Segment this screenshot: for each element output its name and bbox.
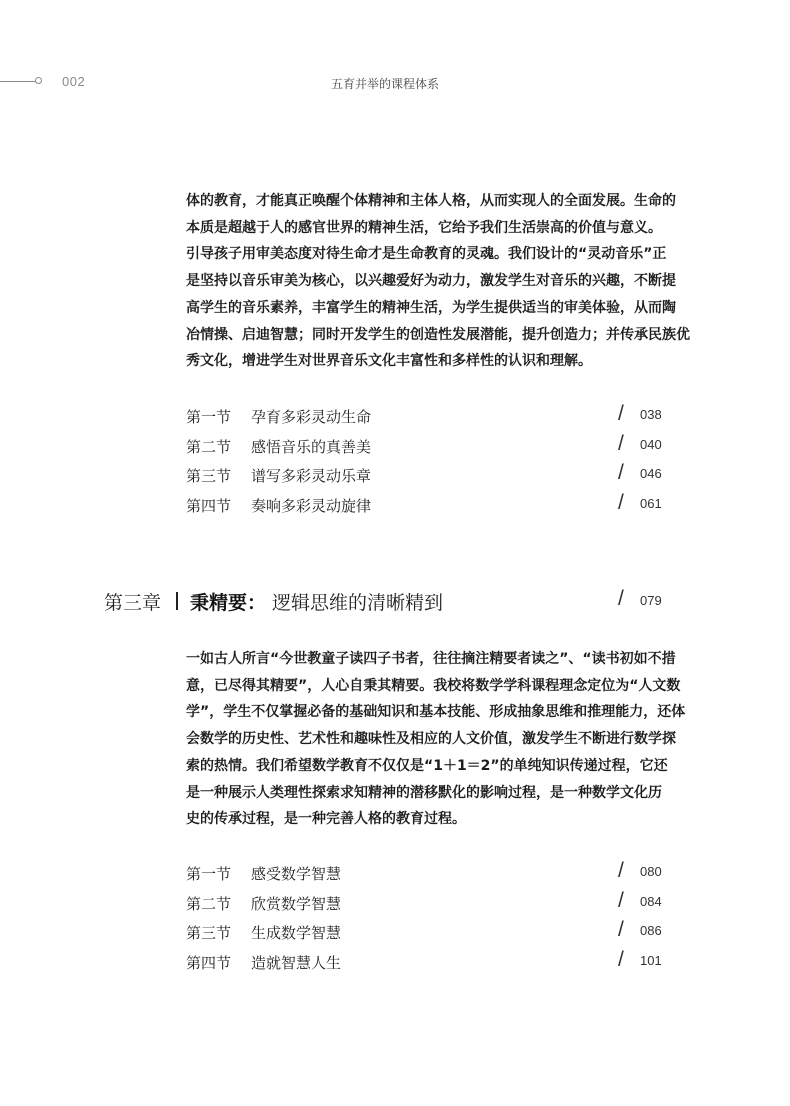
toc-section-number: 第四节 bbox=[186, 954, 232, 973]
toc-section-title: 谱写多彩灵动乐章 bbox=[251, 467, 372, 486]
paragraph-line: 史的传承过程，是一种完善人格的教育过程。 bbox=[186, 811, 466, 828]
toc-section-title: 感悟音乐的真善美 bbox=[251, 437, 372, 456]
chapter-subtitle: 逻辑思维的清晰精到 bbox=[272, 592, 444, 614]
toc-section-title: 欣赏数学智慧 bbox=[251, 894, 342, 913]
paragraph-line: 索的热情。我们希望数学教育不仅仅是“1＋1＝2”的单纯知识传递过程，它还 bbox=[186, 757, 668, 774]
toc-entry[interactable] bbox=[186, 463, 666, 493]
toc-entry[interactable] bbox=[186, 950, 666, 980]
chapter-divider bbox=[176, 592, 178, 610]
toc-section-number: 第三节 bbox=[186, 924, 232, 943]
toc-slash: / bbox=[618, 461, 624, 485]
toc-entry[interactable] bbox=[186, 888, 666, 921]
toc-music-sections bbox=[186, 404, 666, 523]
paragraph-line: 秀文化，增进学生对世界音乐文化丰富性和多样性的认识和理解。 bbox=[186, 353, 592, 370]
chapter-page-number: 079 bbox=[640, 593, 662, 608]
paragraph-line: 冶情操、启迪智慧；同时开发学生的创造性发展潜能，提升创造力；并传承民族优 bbox=[186, 326, 690, 343]
paragraph-line: 高学生的音乐素养，丰富学生的精神生活，为学生提供适当的审美体验，从而陶 bbox=[186, 299, 676, 316]
paragraph-line: 一如古人所言“今世教童子读四子书者，往往摘注精要者读之”、“读书初如不措 bbox=[186, 651, 676, 667]
paragraph-line: 会数学的历史性、艺术性和趣味性及相应的人文价值，激发学生不断进行数学探 bbox=[186, 731, 676, 748]
toc-page-number: 086 bbox=[640, 923, 662, 939]
toc-page-number: 101 bbox=[640, 953, 662, 969]
toc-section-number: 第二节 bbox=[186, 894, 232, 913]
paragraph-line: 学”，学生不仅掌握必备的基础知识和基本技能、形成抽象思维和推理能力，还体 bbox=[186, 704, 686, 721]
toc-slash: / bbox=[618, 948, 624, 972]
chapter-heading[interactable] bbox=[104, 588, 674, 614]
toc-entry[interactable] bbox=[186, 861, 666, 891]
toc-page-number: 084 bbox=[640, 893, 662, 909]
toc-page-number: 061 bbox=[640, 496, 662, 512]
paragraph-line: 意，已尽得其精要”，人心自秉其精要。我校将数学学科课程理念定位为“人文数 bbox=[186, 677, 681, 694]
chapter-number: 第三章 bbox=[104, 592, 162, 614]
music-intro-paragraph bbox=[186, 188, 690, 375]
toc-page-number: 080 bbox=[640, 864, 662, 879]
toc-section-title: 感受数学智慧 bbox=[251, 865, 342, 883]
toc-section-title: 生成数学智慧 bbox=[251, 924, 342, 943]
toc-slash: / bbox=[618, 918, 624, 942]
toc-math-sections bbox=[186, 861, 666, 980]
toc-section-number: 第四节 bbox=[186, 497, 232, 516]
toc-slash: / bbox=[618, 431, 624, 455]
toc-entry[interactable] bbox=[186, 493, 666, 523]
paragraph-line: 是一种展示人类理性探索求知精神的潜移默化的影响过程，是一种数学文化历 bbox=[186, 784, 662, 801]
toc-section-title: 造就智慧人生 bbox=[251, 954, 342, 973]
chapter-slash: / bbox=[618, 587, 624, 610]
toc-entry[interactable] bbox=[186, 920, 666, 950]
toc-entry[interactable] bbox=[186, 431, 666, 464]
paragraph-line: 是坚持以音乐审美为核心，以兴趣爱好为动力，激发学生对音乐的兴趣，不断提 bbox=[186, 273, 676, 290]
paragraph-line: 体的教育，才能真正唤醒个体精神和主体人格，从而实现人的全面发展。生命的 bbox=[186, 193, 676, 209]
toc-slash: / bbox=[618, 859, 624, 882]
toc-entry[interactable] bbox=[186, 404, 666, 434]
toc-slash: / bbox=[618, 402, 624, 425]
running-title: 五育并举的课程体系 bbox=[330, 77, 439, 91]
toc-slash: / bbox=[618, 888, 624, 912]
toc-page-number: 046 bbox=[640, 466, 662, 482]
page-number: 002 bbox=[62, 74, 86, 89]
toc-slash: / bbox=[618, 491, 624, 515]
toc-section-number: 第一节 bbox=[186, 408, 232, 426]
toc-section-number: 第三节 bbox=[186, 467, 232, 486]
toc-section-title: 孕育多彩灵动生命 bbox=[251, 408, 372, 426]
toc-section-number: 第一节 bbox=[186, 865, 232, 883]
paragraph-line: 引导孩子用审美态度对待生命才是生命教育的灵魂。我们设计的“灵动音乐”正 bbox=[186, 246, 667, 263]
chapter-keyword: 秉精要： bbox=[190, 592, 267, 614]
math-intro-paragraph bbox=[186, 646, 686, 833]
toc-section-title: 奏响多彩灵动旋律 bbox=[251, 497, 372, 516]
toc-page-number: 038 bbox=[640, 407, 662, 422]
toc-page-number: 040 bbox=[640, 436, 662, 452]
paragraph-line: 本质是超越于人的感官世界的精神生活，它给予我们生活崇高的价值与意义。 bbox=[186, 219, 662, 236]
toc-section-number: 第二节 bbox=[186, 437, 232, 456]
